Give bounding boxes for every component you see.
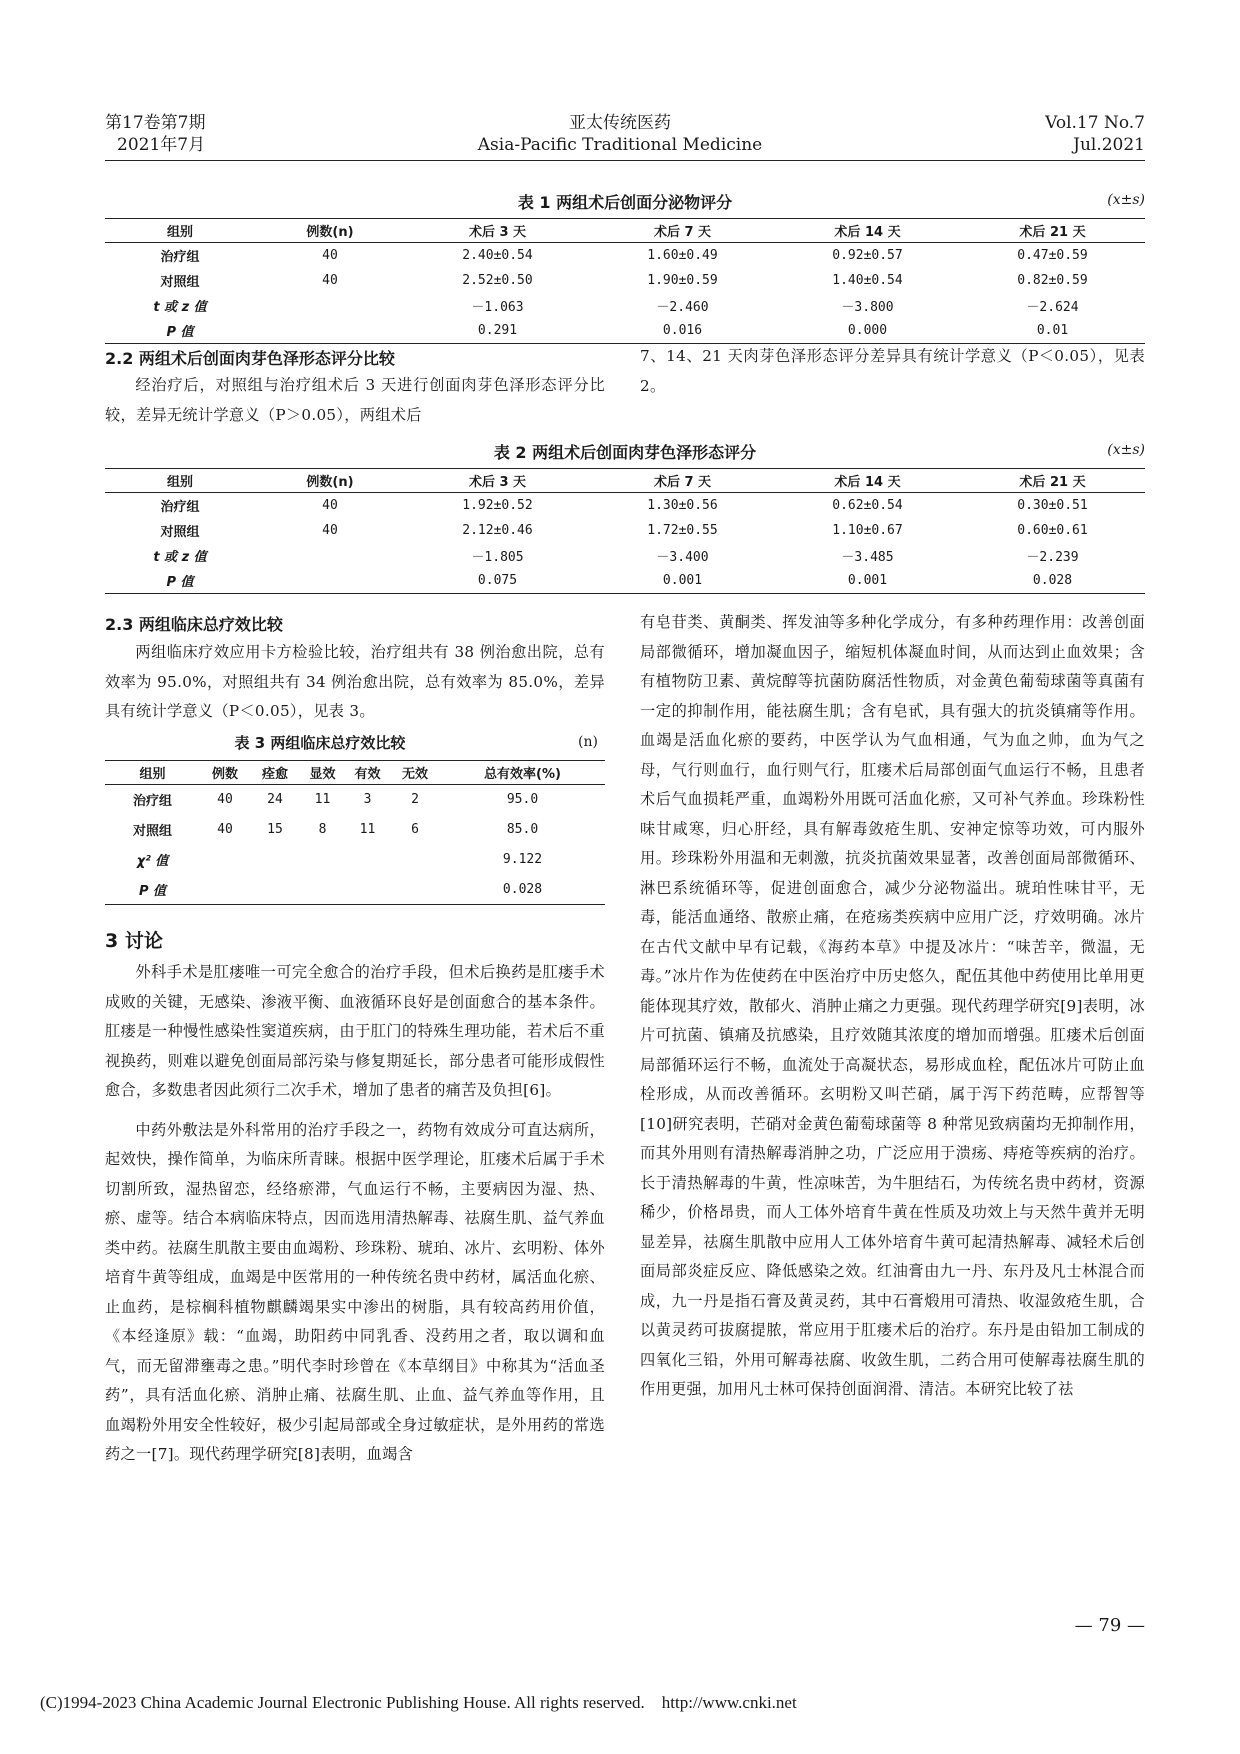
table1-col-d3: 术后 3 天 bbox=[468, 225, 527, 240]
table-cell: 9.122 bbox=[502, 852, 543, 867]
section-2-2-title: 2.2 两组术后创面肉芽色泽形态评分比较 bbox=[105, 349, 395, 368]
table-cell: 1.10±0.67 bbox=[832, 523, 903, 538]
table-cell bbox=[300, 845, 345, 875]
table-cell: 11 bbox=[359, 822, 376, 837]
table3-col-n: 例数 bbox=[211, 767, 238, 782]
table-cell: 0.82±0.59 bbox=[1017, 273, 1088, 288]
table-cell: 对照组 bbox=[160, 525, 200, 540]
table-cell: －3.485 bbox=[841, 550, 894, 565]
table-cell: 0.92±0.57 bbox=[832, 248, 903, 263]
table3-col-marked: 显效 bbox=[309, 767, 336, 782]
table2-unit: (x±s) bbox=[1107, 442, 1145, 458]
header-volume bbox=[105, 112, 205, 156]
table-row bbox=[105, 845, 605, 875]
header-journal bbox=[420, 112, 820, 156]
section-2-3-title: 2.3 两组临床总疗效比较 bbox=[105, 615, 283, 634]
table3-unit: (n) bbox=[578, 734, 598, 750]
section-2-2-left-text: 经治疗后，对照组与治疗组术后 3 天进行创面肉芽色泽形态评分比较，差异无统计学意义（P＞0.05），两组术后 bbox=[105, 376, 605, 424]
table-cell: 2.52±0.50 bbox=[462, 273, 533, 288]
table2-caption: 表 2 两组术后创面肉芽色泽形态评分 bbox=[493, 443, 757, 462]
table-cell: P 值 bbox=[138, 883, 167, 899]
table-row bbox=[105, 543, 1145, 568]
table-cell bbox=[200, 845, 250, 875]
table-cell: 0.075 bbox=[477, 573, 518, 588]
table-cell bbox=[345, 875, 390, 905]
table-cell: 0.000 bbox=[847, 323, 888, 338]
table3-header-row bbox=[105, 761, 605, 785]
table-cell: 0.028 bbox=[502, 881, 543, 897]
table-cell: 0.62±0.54 bbox=[832, 498, 903, 513]
table-row bbox=[105, 785, 605, 815]
table2-col-d21: 术后 21 天 bbox=[1019, 475, 1086, 490]
table-row bbox=[105, 815, 605, 845]
table1-col-d14: 术后 14 天 bbox=[834, 225, 901, 240]
table2-col-group: 组别 bbox=[166, 475, 193, 490]
header-date: 2021年7月 bbox=[117, 135, 206, 155]
table-cell: 40 bbox=[217, 792, 233, 808]
copyright-footer: (C)1994-2023 China Academic Journal Electronic Publishing House. All rights reserved. http://www.cnki.net bbox=[40, 1693, 797, 1712]
section-2-2-right bbox=[640, 342, 1145, 401]
table-cell: 95.0 bbox=[506, 792, 539, 808]
table2-col-d14: 术后 14 天 bbox=[834, 475, 901, 490]
section-3-right bbox=[640, 608, 1145, 1405]
table1-caption: 表 1 两组术后创面分泌物评分 bbox=[517, 193, 733, 212]
table-cell: 0.016 bbox=[662, 323, 703, 338]
table-cell: P 值 bbox=[166, 575, 194, 590]
table2-header-row bbox=[105, 469, 1145, 493]
page-number: — 79 — bbox=[1074, 1615, 1145, 1636]
table1-col-group: 组别 bbox=[166, 225, 193, 240]
table-cell bbox=[200, 875, 250, 905]
table-row bbox=[105, 318, 1145, 344]
header-journal-en: Asia-Pacific Traditional Medicine bbox=[477, 135, 763, 155]
table-cell bbox=[250, 845, 300, 875]
table-cell: 8 bbox=[318, 822, 327, 837]
table-cell: －2.239 bbox=[1026, 550, 1079, 565]
table-cell bbox=[390, 845, 440, 875]
table-cell: 40 bbox=[322, 248, 338, 263]
table-cell bbox=[300, 875, 345, 905]
table-cell: 2.40±0.54 bbox=[462, 248, 533, 263]
table3 bbox=[105, 760, 605, 905]
table1-col-d7: 术后 7 天 bbox=[653, 225, 712, 240]
section-3-right-text: 有皂苷类、黄酮类、挥发油等多种化学成分，有多种药理作用：改善创面局部微循环，增加凝血因子，缩短机体凝血时间，从而达到止血效果；含有植物防卫素、黄烷醇等抗菌防腐活性物质，对金黄色葡萄球菌等真菌有一定的抑制作用，能祛腐生肌；含有皂甙，具有强大的抗炎镇痛等作用。血竭是活血化瘀的要药，中医学认为气血相通，气为血之帅，血为气之母，气行则血行，血行则气行，肛瘘术后局部创面气血运行不畅，且患者术后气血损耗严重，血竭粉外用既可活血化瘀，又可补气养血。珍珠粉性味甘咸寒，归心肝经，具有解毒敛疮生肌、安神定惊等功效，可内服外用。珍珠粉外用温和无刺激，抗炎抗菌效果显著，改善创面局部微循环、淋巴系统循环等，促进创面愈合，减少分泌物溢出。琥珀性味甘平，无毒，能活血通络、散瘀止痛，在疮疡类疾病中应用广泛，疗效明确。冰片在古代文献中早有记载，《海药本草》中提及冰片：“味苦辛，微温，无毒。”冰片作为佐使药在中医治疗中历史悠久，配伍其他中药使用比单用更能体现其疗效，散郁火、消肿止痛之力更强。现代药理学研究[9]表明，冰片可抗菌、镇痛及抗感染，且疗效随其浓度的增加而增强。肛瘘术后创面局部循环运行不畅，血流处于高凝状态，易形成血栓，配伍冰片可防止血栓形成，从而改善循环。玄明粉又叫芒硝，属于泻下药范畴，应帮智等[10]研究表明，芒硝对金黄色葡萄球菌等 8 种常见致病菌均无抑制作用，而其外用则有清热解毒消肿之功，广泛应用于溃疡、痔疮等疾病的治疗。长于清热解毒的牛黄，性凉味苦，为牛胆结石，为传统名贵中药材，资源稀少，价格昂贵，而人工体外培育牛黄在性质及功效上与天然牛黄并无明显差异，祛腐生肌散中应用人工体外培育牛黄可起清热解毒、减轻术后创面局部炎症反应、降低感染之效。红油膏由九一丹、东丹及凡士林混合而成，九一丹是指石膏及黄灵药，其中石膏煅用可清热、收湿敛疮生肌，合以黄灵药可拔腐提脓，常应用于肛瘘术后的治疗。东丹是由铅加工制成的四氧化三铅，外用可解毒祛腐、收敛生肌，二药合用可使解毒祛腐生肌的作用更强，加用凡士林可保持创面润滑、清洁。本研究比较了祛 bbox=[640, 613, 1145, 1398]
table-cell: 6 bbox=[411, 822, 419, 837]
table-cell: 1.60±0.49 bbox=[647, 248, 718, 263]
table1-col-n: 例数(n) bbox=[306, 225, 354, 240]
table-row bbox=[105, 518, 1145, 543]
table-row bbox=[105, 568, 1145, 594]
table-cell bbox=[250, 875, 300, 905]
header-date-en: Jul.2021 bbox=[1073, 135, 1145, 155]
table-cell: 0.47±0.59 bbox=[1017, 248, 1088, 263]
table-cell: 11 bbox=[314, 792, 331, 808]
table-cell: 2 bbox=[411, 792, 419, 808]
table2-col-d3: 术后 3 天 bbox=[468, 475, 527, 490]
section-2-2-right-text: 7、14、21 天肉芽色泽形态评分差异具有统计学意义（P＜0.05），见表 2。 bbox=[640, 347, 1145, 395]
table-cell: 0.60±0.61 bbox=[1017, 523, 1088, 538]
table-row bbox=[105, 493, 1145, 519]
table2 bbox=[105, 468, 1145, 594]
section-2-3-text: 两组临床疗效应用卡方检验比较，治疗组共有 38 例治愈出院，总有效率为 95.0%，对照组共有 34 例治愈出院，总有效率为 85.0%，差异具有统计学意义（P＜0.05），见表 3。 bbox=[105, 643, 605, 720]
table-cell: t 或 z 值 bbox=[153, 550, 207, 565]
table-cell: 治疗组 bbox=[132, 794, 172, 810]
table-cell bbox=[255, 568, 405, 594]
table-row bbox=[105, 268, 1145, 293]
table-cell: －1.805 bbox=[471, 550, 524, 565]
table3-col-total-rate: 总有效率(%) bbox=[484, 767, 561, 782]
table-row bbox=[105, 243, 1145, 269]
table-cell: 85.0 bbox=[506, 822, 539, 837]
table-cell: χ² 值 bbox=[136, 854, 169, 869]
table-cell: 1.30±0.56 bbox=[647, 498, 718, 513]
table-cell bbox=[255, 543, 405, 568]
table1-unit: (x±s) bbox=[1107, 192, 1145, 208]
table-cell: 对照组 bbox=[132, 824, 172, 839]
header-volume-issue: 第17卷第7期 bbox=[105, 113, 206, 133]
table1-header-row bbox=[105, 219, 1145, 243]
table-cell: 0.001 bbox=[662, 573, 703, 588]
table-cell: 24 bbox=[267, 792, 283, 808]
table-cell: 1.92±0.52 bbox=[462, 498, 533, 513]
table-cell bbox=[255, 293, 405, 318]
table-cell: 2.12±0.46 bbox=[462, 523, 533, 538]
table-cell: 40 bbox=[217, 822, 233, 837]
section-3-title: 3 讨论 bbox=[105, 930, 163, 952]
table3-col-group: 组别 bbox=[139, 767, 166, 782]
table-cell: 40 bbox=[322, 523, 338, 538]
table-cell: 3 bbox=[363, 792, 372, 808]
header-vol-en: Vol.17 No.7 bbox=[1045, 113, 1145, 133]
table-cell: 治疗组 bbox=[160, 500, 200, 515]
table-cell: －3.800 bbox=[841, 300, 894, 315]
table-cell: 0.01 bbox=[1036, 323, 1069, 338]
table-cell: 0.001 bbox=[847, 573, 888, 588]
table-cell: 对照组 bbox=[160, 275, 200, 290]
header-journal-cn: 亚太传统医药 bbox=[569, 113, 671, 133]
table2-col-d7: 术后 7 天 bbox=[653, 475, 712, 490]
section-3-left bbox=[105, 958, 605, 1470]
table-cell: －2.624 bbox=[1026, 300, 1079, 315]
table-cell: 40 bbox=[322, 498, 338, 513]
table3-caption: 表 3 两组临床总疗效比较 bbox=[234, 734, 406, 752]
section-3-p2: 中药外敷法是外科常用的治疗手段之一，药物有效成分可直达病所，起效快，操作简单，为临床所青睐。根据中医学理论，肛瘘术后属于手术切割所致，湿热留恋，经络瘀滞，气血运行不畅，主要病因为湿、热、瘀、虚等。结合本病临床特点，因而选用清热解毒、祛腐生肌、益气养血类中药。祛腐生肌散主要由血竭粉、珍珠粉、琥珀、冰片、玄明粉、体外培育牛黄等组成，血竭是中医常用的一种传统名贵中药材，属活血化瘀、止血药，是棕榈科植物麒麟竭果实中渗出的树脂，具有较高药用价值，《本经逢原》载：“血竭，助阳药中同乳香、没药用之者，取以调和血气，而无留滞壅毒之患。”明代李时珍曾在《本草纲目》中称其为“活血圣药”，具有活血化瘀、消肿止痛、祛腐生肌、止血、益气养血等作用，且血竭粉外用安全性较好，极少引起局部或全身过敏症状，是外用药的常选药之一[7]。现代药理学研究[8]表明，血竭含 bbox=[105, 1120, 605, 1463]
section-3-p1: 外科手术是肛瘘唯一可完全愈合的治疗手段，但术后换药是肛瘘手术成败的关键，无感染、渗液平衡、血液循环良好是创面愈合的基本条件。肛瘘是一种慢性感染性窦道疾病，由于肛门的特殊生理功能，若术后不重视换药，则难以避免创面局部污染与修复期延长，部分患者可能形成假性愈合，多数患者因此须行二次手术，增加了患者的痛苦及负担[6]。 bbox=[105, 963, 605, 1099]
table-cell: 0.028 bbox=[1032, 573, 1073, 588]
table-cell: －1.063 bbox=[471, 300, 524, 315]
table-cell: －3.400 bbox=[656, 550, 709, 565]
header-rule bbox=[105, 160, 1145, 161]
table-row bbox=[105, 875, 605, 905]
table-cell: 1.40±0.54 bbox=[832, 273, 903, 288]
section-2-3-body bbox=[105, 638, 605, 727]
table1 bbox=[105, 218, 1145, 344]
table-cell bbox=[390, 875, 440, 905]
table-cell: 40 bbox=[322, 273, 338, 288]
table-cell: 0.291 bbox=[477, 323, 518, 338]
table-cell bbox=[345, 845, 390, 875]
table1-col-d21: 术后 21 天 bbox=[1019, 225, 1086, 240]
table-cell: 0.30±0.51 bbox=[1017, 498, 1088, 513]
table2-col-n: 例数(n) bbox=[306, 475, 354, 490]
header-issue-en bbox=[1045, 112, 1145, 156]
table-cell: 15 bbox=[267, 822, 283, 837]
table-row bbox=[105, 293, 1145, 318]
table3-col-cured: 痊愈 bbox=[261, 767, 288, 782]
table-cell: 1.90±0.59 bbox=[647, 273, 718, 288]
table-cell: 治疗组 bbox=[160, 250, 200, 265]
table-cell: 1.72±0.55 bbox=[647, 523, 718, 538]
table3-col-effective: 有效 bbox=[354, 767, 381, 782]
section-2-2-left bbox=[105, 371, 605, 430]
table-cell: P 值 bbox=[166, 325, 194, 340]
table-cell: t 或 z 值 bbox=[153, 300, 207, 315]
table3-col-invalid: 无效 bbox=[401, 767, 428, 782]
table-cell bbox=[255, 318, 405, 344]
table-cell: －2.460 bbox=[656, 300, 709, 315]
